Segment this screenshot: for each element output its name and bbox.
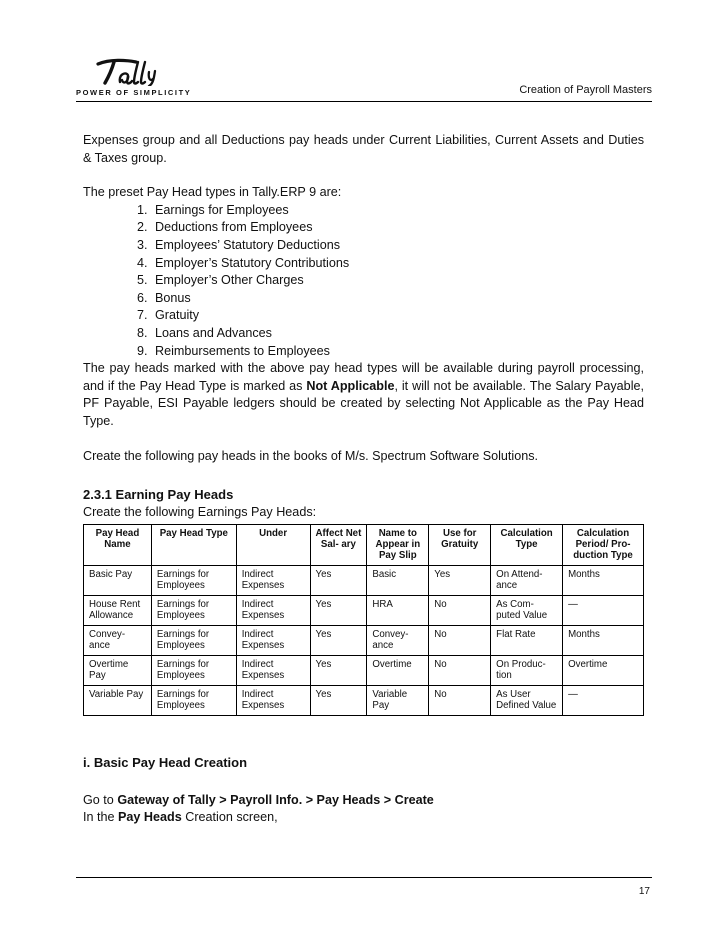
table-cell: Basic: [367, 566, 429, 596]
tally-logo: [76, 58, 196, 100]
table-cell: Earnings for Employees: [151, 596, 236, 626]
table-cell: Variable Pay: [84, 686, 152, 716]
header-divider: [76, 101, 652, 102]
intro-paragraph: Expenses group and all Deductions pay heads under Current Liabilities, Current Assets and Duties & Taxes group.: [83, 133, 644, 165]
note-text-end: , it will not be available. The Salary Payable, PF Payable, ESI Payable ledgers should be created by selecting Not Applicable as the Pay Head Type.: [83, 378, 644, 428]
table-cell: Yes: [429, 566, 491, 596]
page-number: 17: [638, 886, 650, 897]
page-content: [83, 132, 644, 827]
table-cell: Yes: [310, 656, 367, 686]
list-item: 9. Reimbursements to Employees: [151, 343, 644, 361]
column-header: Name to Appear in Pay Slip: [367, 525, 429, 566]
column-header: Affect Net Sal- ary: [310, 525, 367, 566]
column-header: Pay Head Name: [84, 525, 152, 566]
table-cell: Earnings for Employees: [151, 566, 236, 596]
table-cell: No: [429, 686, 491, 716]
table-cell: Indirect Expenses: [236, 686, 310, 716]
column-header: Calculation Type: [491, 525, 563, 566]
table-cell: Basic Pay: [84, 566, 152, 596]
screen-prefix: In the: [83, 810, 115, 825]
column-header: Under: [236, 525, 310, 566]
pay-head-type-list: [83, 202, 644, 360]
list-item: 5. Employer’s Other Charges: [151, 272, 644, 290]
table-cell: Yes: [310, 596, 367, 626]
section-heading: 2.3.1 Earning Pay Heads: [83, 487, 234, 503]
list-item: 7. Gratuity: [151, 307, 644, 325]
table-cell: Yes: [310, 686, 367, 716]
list-item: 8. Loans and Advances: [151, 325, 644, 343]
list-item: 2. Deductions from Employees: [151, 219, 644, 237]
table-cell: On Attend- ance: [491, 566, 563, 596]
table-cell: Overtime Pay: [84, 656, 152, 686]
table-cell: Convey- ance: [84, 626, 152, 656]
table-cell: No: [429, 596, 491, 626]
table-cell: —: [563, 596, 644, 626]
column-header: Use for Gratuity: [429, 525, 491, 566]
table-cell: No: [429, 626, 491, 656]
table-cell: As Com- puted Value: [491, 596, 563, 626]
table-cell: Indirect Expenses: [236, 626, 310, 656]
table-cell: Indirect Expenses: [236, 566, 310, 596]
table-cell: Earnings for Employees: [151, 686, 236, 716]
table-row: [84, 656, 644, 686]
logo-tagline: POWER OF SIMPLICITY: [76, 88, 192, 97]
create-instruction: Create the following pay heads in the books of M/s. Spectrum Software Solutions.: [83, 448, 539, 463]
table-cell: HRA: [367, 596, 429, 626]
table-cell: —: [563, 686, 644, 716]
table-cell: Overtime: [367, 656, 429, 686]
running-header-title: Creation of Payroll Masters: [519, 84, 652, 96]
list-item: 4. Employer’s Statutory Contributions: [151, 255, 644, 273]
note-text-start: The pay heads marked with the above pay head types will be available during payroll processing, and if the Pay Head Type is marked as: [83, 361, 644, 393]
table-cell: Indirect Expenses: [236, 596, 310, 626]
table-cell: As User Defined Value: [491, 686, 563, 716]
goto-prefix: Go to: [83, 792, 114, 807]
section-lead: Create the following Earnings Pay Heads:: [83, 504, 317, 519]
table-cell: Convey- ance: [367, 626, 429, 656]
table-cell: Flat Rate: [491, 626, 563, 656]
table-cell: On Produc- tion: [491, 656, 563, 686]
table-row: [84, 686, 644, 716]
gateway-path: Gateway of Tally > Payroll Info. > Pay Heads > Create: [117, 792, 434, 807]
table-cell: Earnings for Employees: [151, 626, 236, 656]
earning-pay-heads-table: [83, 524, 644, 716]
screen-instruction: [83, 809, 644, 827]
table-row: [84, 626, 644, 656]
table-row: [84, 596, 644, 626]
list-item: 6. Bonus: [151, 290, 644, 308]
table-cell: Yes: [310, 566, 367, 596]
table-cell: Overtime: [563, 656, 644, 686]
table-cell: Variable Pay: [367, 686, 429, 716]
list-item: 1. Earnings for Employees: [151, 202, 644, 220]
table-cell: House Rent Allowance: [84, 596, 152, 626]
tally-wordmark-icon: [92, 58, 172, 86]
column-header: Pay Head Type: [151, 525, 236, 566]
screen-suffix: Creation screen,: [185, 810, 278, 825]
preset-lead: The preset Pay Head types in Tally.ERP 9 are:: [83, 185, 342, 200]
footer-divider: [76, 877, 652, 878]
table-cell: Months: [563, 626, 644, 656]
table-cell: No: [429, 656, 491, 686]
column-header: Calculation Period/ Pro- duction Type: [563, 525, 644, 566]
table-header-row: [84, 525, 644, 566]
pay-head-note: [83, 360, 644, 430]
table-row: [84, 566, 644, 596]
not-applicable-term: Not Applicable: [306, 378, 395, 393]
table-cell: Months: [563, 566, 644, 596]
gateway-path-instruction: [83, 792, 644, 810]
table-cell: Yes: [310, 626, 367, 656]
table-cell: Indirect Expenses: [236, 656, 310, 686]
pay-heads-term: Pay Heads: [118, 810, 182, 825]
subsection-heading: i. Basic Pay Head Creation: [83, 755, 248, 771]
list-item: 3. Employees’ Statutory Deductions: [151, 237, 644, 255]
table-cell: Earnings for Employees: [151, 656, 236, 686]
